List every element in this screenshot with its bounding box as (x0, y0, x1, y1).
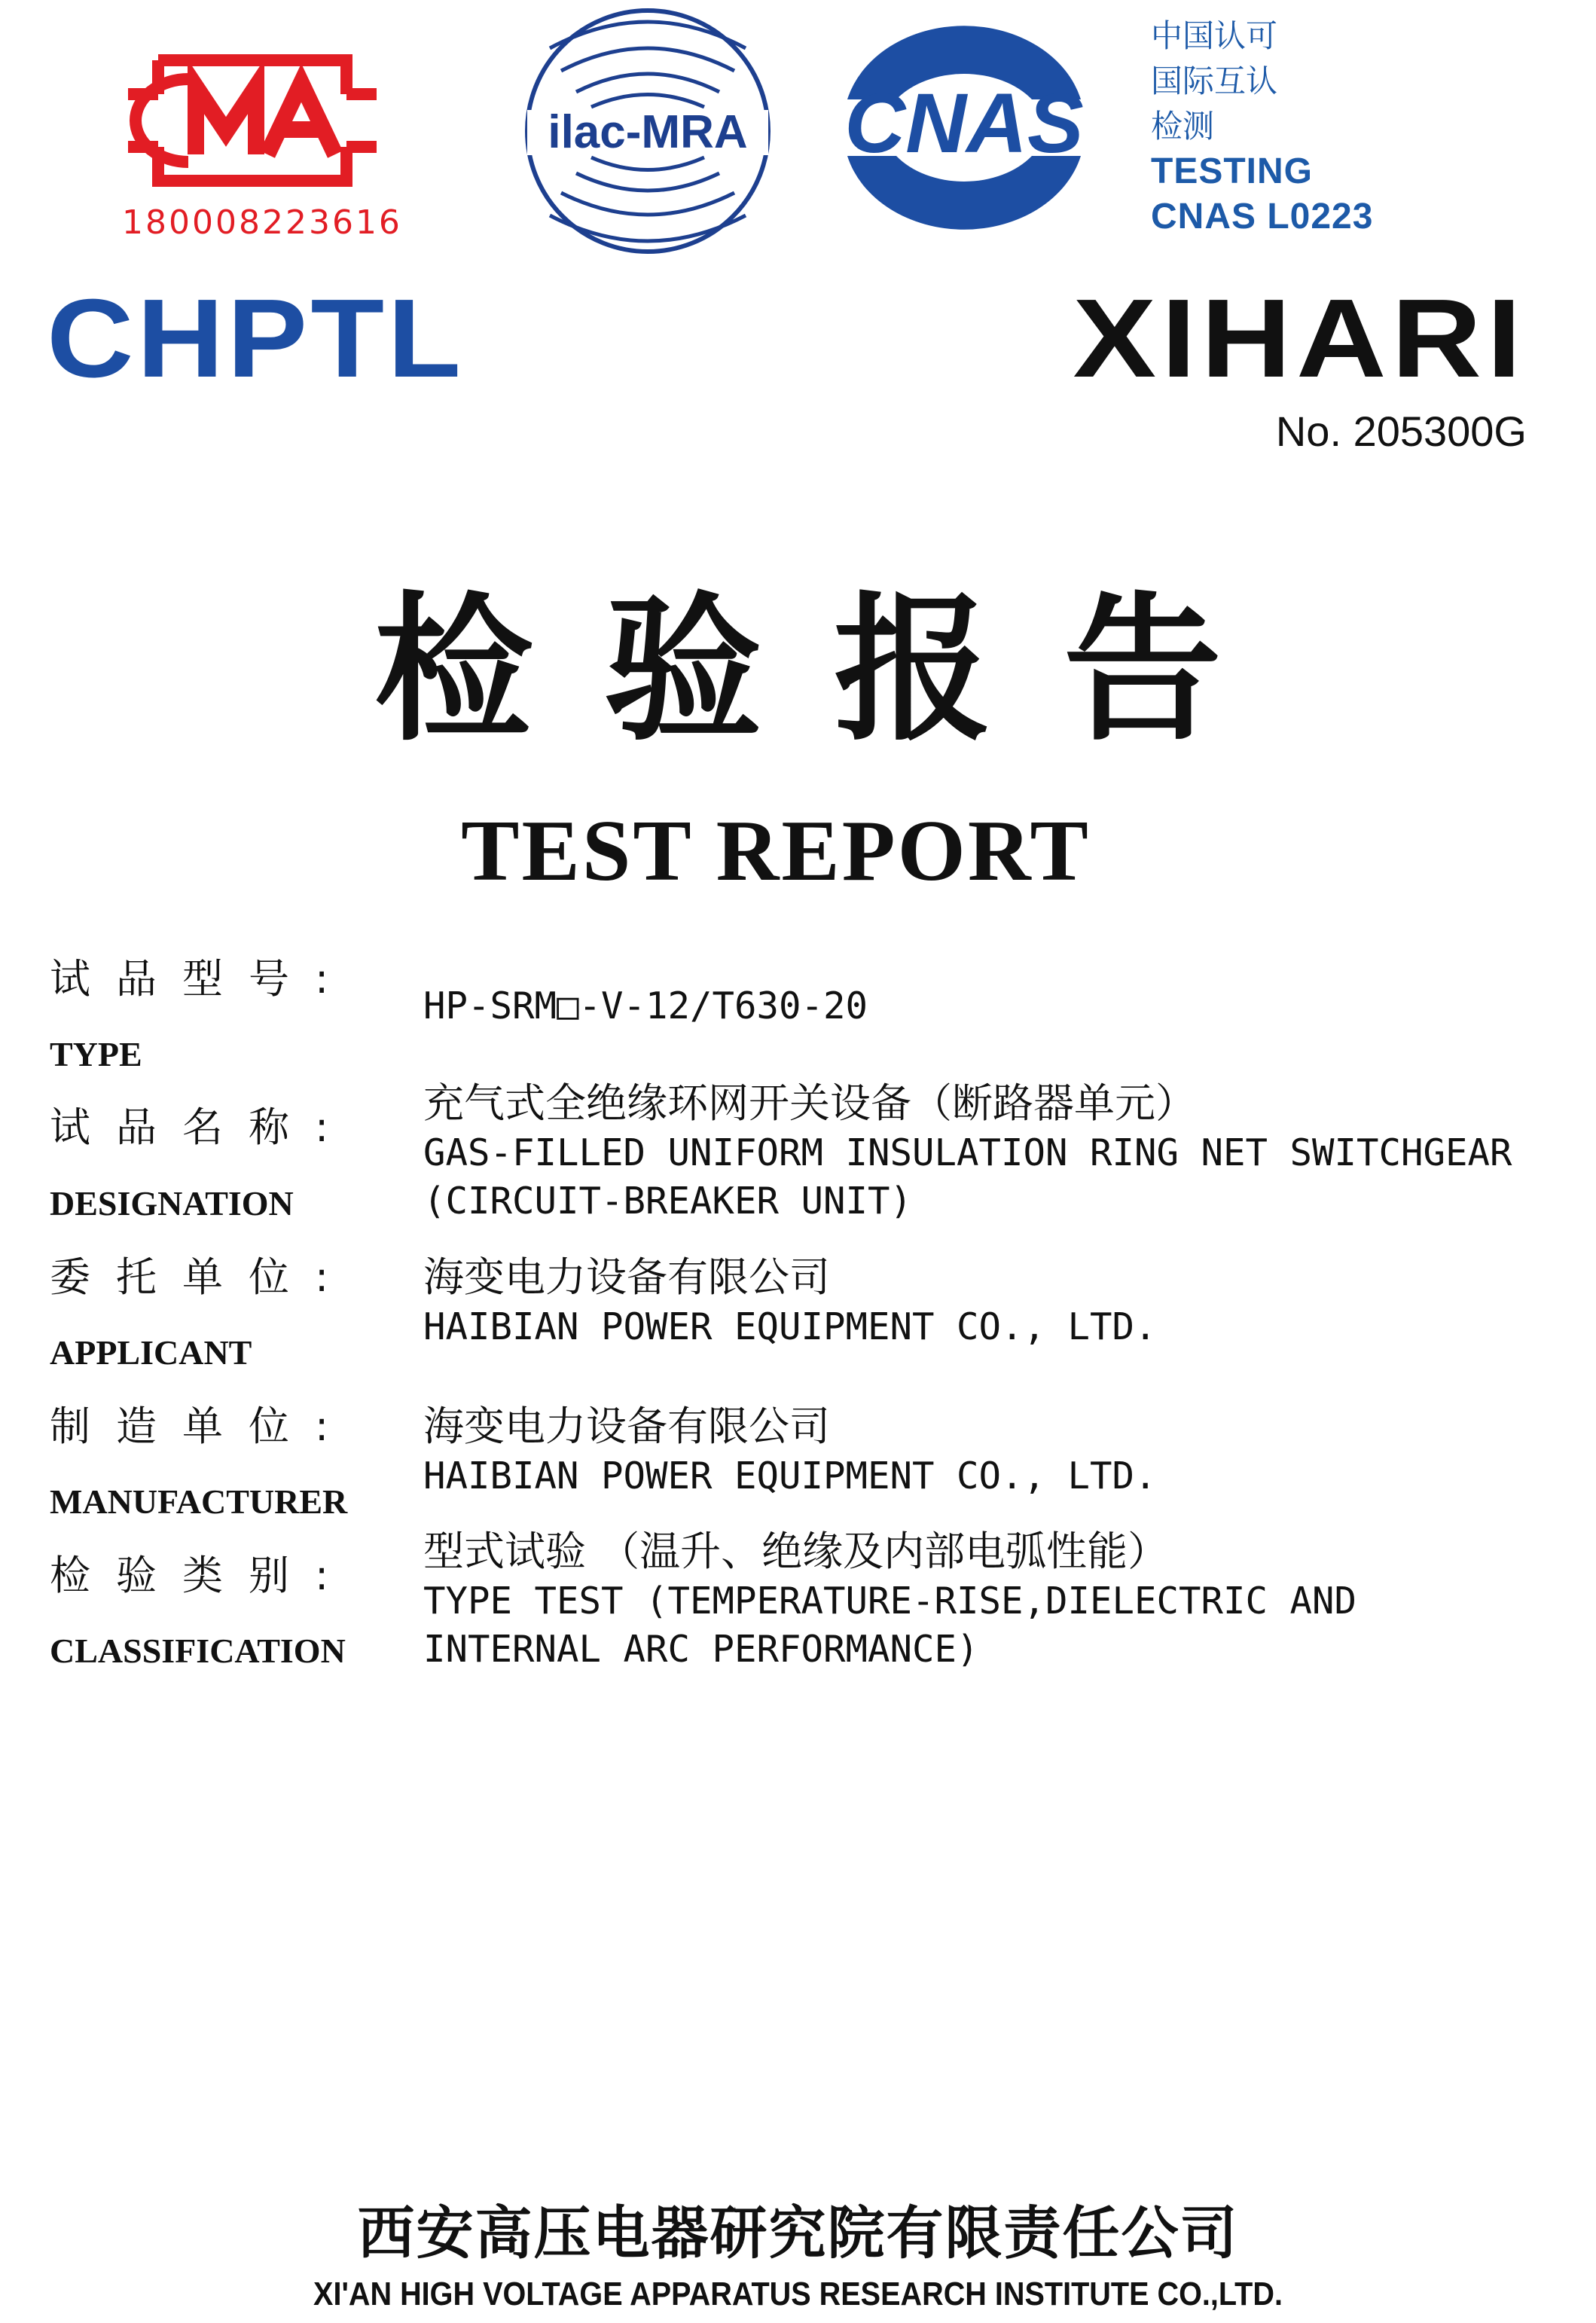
issuer-name-en: XI'AN HIGH VOLTAGE APPARATUS RESEARCH INSTITUTE CO.,LTD. (313, 2276, 1283, 2312)
cnas-text: CNAS (844, 76, 1084, 170)
cma-number: 180008223616 (122, 203, 402, 242)
applicant-value-zh: 海变电力设备有限公司 (423, 1253, 830, 1301)
cnas-line-4: TESTING (1151, 151, 1314, 191)
cnas-line-1: 中国认可 (1151, 17, 1278, 54)
classification-value-en-1: TYPE TEST (TEMPERATURE-RISE,DIELECTRIC AND (423, 1580, 1357, 1622)
title-english: TEST REPORT (461, 803, 1091, 899)
classification-label-en: CLASSIFICATION (50, 1632, 346, 1670)
manufacturer-label-zh: 制造单位: (50, 1403, 355, 1450)
cnas-logo (817, 17, 1111, 239)
type-value: HP-SRM□-V-12/T630-20 (423, 984, 868, 1027)
ilac-mra-text: ilac-MRA (548, 106, 748, 158)
chptl-logo: CHPTL (47, 276, 465, 401)
designation-value-en-2: (CIRCUIT-BREAKER UNIT) (423, 1180, 913, 1223)
designation-value-zh: 充气式全绝缘环网开关设备（断路器单元） (423, 1079, 1196, 1127)
issuer-name-zh: 西安高压电器研究院有限责任公司 (357, 2199, 1239, 2267)
applicant-label-en: APPLICANT (50, 1333, 252, 1372)
manufacturer-value-zh: 海变电力设备有限公司 (423, 1403, 830, 1450)
designation-label-en: DESIGNATION (50, 1184, 294, 1223)
applicant-label-zh: 委托单位: (50, 1253, 355, 1301)
type-label-en: TYPE (50, 1035, 142, 1073)
ilac-mra-logo (520, 3, 776, 259)
classification-value-zh: 型式试验 （温升、绝缘及内部电弧性能） (423, 1528, 1169, 1575)
manufacturer-label-en: MANUFACTURER (50, 1482, 348, 1521)
type-label-zh: 试品型号: (50, 955, 355, 1003)
cnas-line-3: 检测 (1151, 108, 1215, 145)
designation-label-zh: 试品名称: (50, 1104, 355, 1151)
classification-value-en-2: INTERNAL ARC PERFORMANCE) (423, 1628, 979, 1671)
xihari-logo: XIHARI (1073, 276, 1527, 401)
cnas-line-5: CNAS L0223 (1151, 197, 1374, 237)
classification-label-zh: 检验类别: (50, 1552, 355, 1599)
manufacturer-value-en: HAIBIAN POWER EQUIPMENT CO., LTD. (423, 1455, 1157, 1497)
report-number: No. 205300G (1275, 408, 1527, 455)
cnas-accreditation-text (1151, 14, 1467, 240)
applicant-value-en: HAIBIAN POWER EQUIPMENT CO., LTD. (423, 1305, 1157, 1348)
title-chinese: 检验报告 (374, 578, 1293, 762)
designation-value-en-1: GAS-FILLED UNIFORM INSULATION RING NET SWITCHGEAR (423, 1131, 1512, 1174)
cnas-line-2: 国际互认 (1151, 63, 1278, 99)
cma-logo (113, 45, 392, 196)
